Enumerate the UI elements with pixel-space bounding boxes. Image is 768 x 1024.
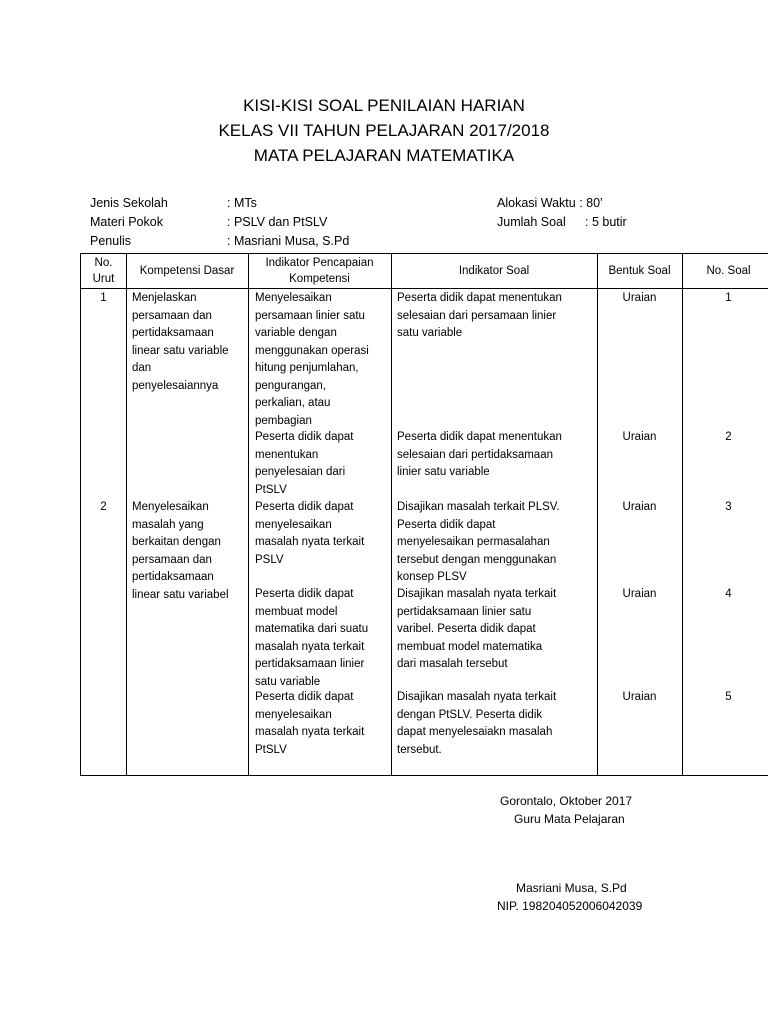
header-indikator-soal: Indikator Soal (458, 265, 530, 277)
document-title (0, 93, 768, 168)
indikator-soal-text: Disajikan masalah nyata terkait pertidaksamaan linier satu varibel. Peserta didik dapat membuat model matematika dari masalah tersebut (397, 588, 557, 670)
header-divider (81, 288, 768, 289)
no-soal: 5 (725, 691, 732, 703)
bentuk-soal: Uraian (622, 588, 657, 600)
indikator-soal-text: Disajikan masalah terkait PLSV. Peserta didik dapat menyelesaikan permasalahan tersebut dengan menggunakan konsep PLSV (397, 501, 560, 583)
meta-value: Alokasi Waktu : 80’ (497, 196, 603, 210)
no-soal: 2 (725, 431, 732, 443)
meta-penulis (90, 232, 470, 251)
ipk-text: Peserta didik dapat membuat model matematika dari suatu masalah nyata terkait pertidaksamaan linier satu variable (255, 588, 369, 688)
column-divider (126, 254, 127, 775)
ipk-text: Peserta didik dapat menyelesaikan masalah nyata terkait PtSLV (255, 691, 365, 756)
no-soal: 4 (725, 588, 732, 600)
kd-number: 2 (100, 501, 107, 513)
meta-jumlah-soal (497, 213, 757, 232)
bentuk-soal: Uraian (622, 431, 657, 443)
indikator-soal-text: Peserta didik dapat menentukan selesaian dari persamaan linier satu variable (397, 292, 562, 339)
signature-name: Masriani Musa, S.Pd (516, 881, 627, 895)
meta-label: Materi Pokok (90, 215, 163, 229)
bentuk-soal: Uraian (622, 501, 657, 513)
kd-number: 1 (100, 292, 107, 304)
signature-nip: NIP. 198204052006042039 (497, 899, 643, 913)
bentuk-soal: Uraian (622, 292, 657, 304)
title-line-3: MATA PELAJARAN MATEMATIKA (253, 146, 515, 165)
indikator-soal-text: Disajikan masalah nyata terkait dengan PtSLV. Peserta didik dapat menyelesaiakn masalah tersebut. (397, 691, 557, 756)
ipk-text: Menyelesaikan persamaan linier satu variable dengan menggunakan operasi hitung penjumlahan, pengurangan, perkalian, atau pembagian (255, 292, 369, 427)
meta-value: : 5 butir (585, 215, 627, 229)
column-divider (391, 254, 392, 775)
header-bentuk-soal: Bentuk Soal (608, 265, 671, 277)
meta-alokasi-waktu (497, 194, 757, 213)
header-no-urut: No. Urut (92, 257, 115, 285)
meta-value: : MTs (227, 196, 257, 210)
kd-text: Menjelaskan persamaan dan pertidaksamaan linear satu variable dan penyelesaiannya (132, 292, 229, 392)
title-line-1: KISI-KISI SOAL PENILAIAN HARIAN (243, 96, 525, 115)
ipk-text: Peserta didik dapat menyelesaikan masalah nyata terkait PSLV (255, 501, 365, 566)
meta-value: : PSLV dan PtSLV (227, 215, 328, 229)
no-soal: 3 (725, 501, 732, 513)
header-indikator-pencapaian: Indikator Pencapaian Kompetensi (265, 257, 374, 285)
header-no-soal: No. Soal (706, 265, 751, 277)
signature-place-date: Gorontalo, Oktober 2017 (500, 794, 633, 808)
header-kompetensi-dasar: Kompetensi Dasar (139, 265, 235, 277)
bentuk-soal: Uraian (622, 691, 657, 703)
kisi-kisi-table (80, 253, 768, 776)
kd-text: Menyelesaikan masalah yang berkaitan dengan persamaan dan pertidaksamaan linear satu variabel (132, 501, 229, 601)
meta-label: Jumlah Soal (497, 215, 566, 229)
ipk-text: Peserta didik dapat menentukan penyelesaian dari PtSLV (255, 431, 354, 496)
signature-role: Guru Mata Pelajaran (514, 812, 625, 826)
meta-materi-pokok (90, 213, 470, 232)
meta-jenis-sekolah (90, 194, 470, 213)
meta-label: Penulis (90, 234, 131, 248)
meta-label: Jenis Sekolah (90, 196, 168, 210)
meta-value: : Masriani Musa, S.Pd (227, 234, 350, 248)
meta-left (90, 194, 470, 251)
title-line-2: KELAS VII TAHUN PELAJARAN 2017/2018 (218, 121, 550, 140)
indikator-soal-text: Peserta didik dapat menentukan selesaian dari pertidaksamaan linier satu variable (397, 431, 562, 478)
column-divider (248, 254, 249, 775)
no-soal: 1 (725, 292, 732, 304)
meta-right (497, 194, 757, 232)
